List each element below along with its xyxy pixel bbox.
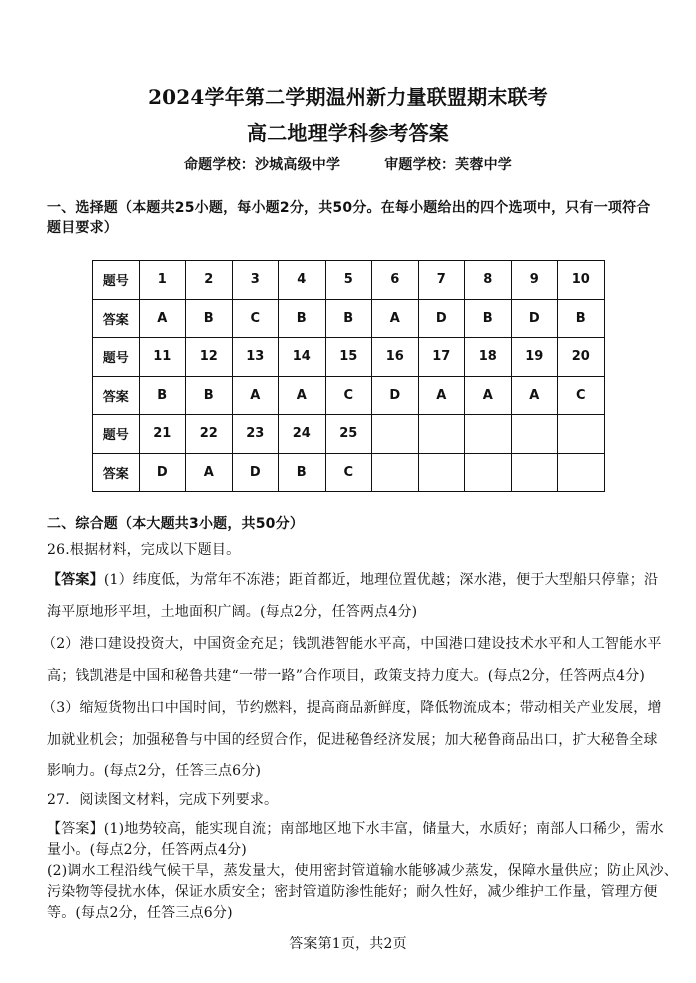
table-cell: B	[279, 453, 326, 492]
page-footer: 答案第1页，共2页	[289, 936, 407, 952]
q26-answer-line-2: 海平原地形平坦，土地面积广阔。(每点2分，任答两点4分)	[47, 604, 418, 620]
table-cell	[511, 453, 558, 492]
document-title: 2024学年第二学期温州新力量联盟期末联考	[148, 85, 548, 109]
table-row	[93, 261, 605, 300]
table-cell: B	[186, 299, 233, 338]
table-cell: B	[186, 376, 233, 415]
q27-answer-line-3: (2)调水工程沿线气候干旱，蒸发量大，使用密封管道输水能够减少蒸发，保障水量供应；防止风沙、	[47, 863, 679, 879]
table-cell: 14	[279, 338, 326, 377]
answer-table	[92, 260, 605, 492]
table-cell	[418, 453, 465, 492]
row-header-cell: 题号	[93, 261, 140, 300]
table-cell	[558, 453, 605, 492]
table-cell: 13	[232, 338, 279, 377]
table-cell: 20	[558, 338, 605, 377]
q27-answer-line-1: 【答案】(1)地势较高，能实现自流；南部地区地下水丰富，储量大，水质好；南部人口稀少，需水	[47, 821, 664, 837]
table-cell: 3	[232, 261, 279, 300]
table-cell: 21	[139, 415, 186, 454]
row-header-cell: 答案	[93, 299, 140, 338]
row-header-cell: 答案	[93, 453, 140, 492]
table-cell: 4	[279, 261, 326, 300]
q26-answer-line-1	[47, 571, 658, 589]
table-cell	[418, 415, 465, 454]
table-row	[93, 376, 605, 415]
schools-line	[0, 156, 696, 174]
table-cell: C	[232, 299, 279, 338]
table-cell: 10	[558, 261, 605, 300]
table-cell: 16	[372, 338, 419, 377]
table-cell: D	[139, 453, 186, 492]
table-row	[93, 453, 605, 492]
table-cell	[372, 453, 419, 492]
table-cell	[372, 415, 419, 454]
table-cell	[465, 453, 512, 492]
row-header-cell: 题号	[93, 415, 140, 454]
author-school: 命题学校：沙城高级中学	[183, 157, 341, 173]
table-cell: 15	[325, 338, 372, 377]
table-cell: 23	[232, 415, 279, 454]
q26-answer-line-7: 影响力。(每点2分，任答三点6分)	[47, 763, 262, 779]
q27-prompt: 27．阅读图文材料，完成下列要求。	[47, 792, 279, 808]
table-cell: D	[232, 453, 279, 492]
table-cell: 22	[186, 415, 233, 454]
table-cell: B	[139, 376, 186, 415]
answer-tag: 【答案】	[47, 572, 104, 588]
table-cell: A	[372, 299, 419, 338]
q27-answer-line-4: 污染物等侵扰水体，保证水质安全；密封管道防渗性能好；耐久性好，减少维护工作量，管理方便	[47, 884, 658, 900]
table-cell: 5	[325, 261, 372, 300]
table-cell: C	[325, 376, 372, 415]
table-cell: B	[325, 299, 372, 338]
table-cell: C	[325, 453, 372, 492]
table-cell: D	[418, 299, 465, 338]
table-cell: 1	[139, 261, 186, 300]
table-cell	[511, 415, 558, 454]
q26-text: (1）纬度低，为常年不冻港；距首都近，地理位置优越；深水港，便于大型船只停靠；沿	[103, 572, 659, 588]
table-cell: B	[465, 299, 512, 338]
q27-answer-line-2: 量小。(每点2分，任答两点4分)	[47, 842, 247, 858]
table-cell: B	[558, 299, 605, 338]
table-cell	[558, 415, 605, 454]
section1-heading: 一、选择题（本题共25小题，每小题2分，共50分。在每小题给出的四个选项中，只有一项符合	[47, 200, 651, 216]
table-cell	[465, 415, 512, 454]
table-cell: 2	[186, 261, 233, 300]
table-cell: A	[186, 453, 233, 492]
table-cell: A	[511, 376, 558, 415]
table-cell: 17	[418, 338, 465, 377]
table-row	[93, 415, 605, 454]
table-cell: C	[558, 376, 605, 415]
table-cell: A	[279, 376, 326, 415]
row-header-cell: 题号	[93, 338, 140, 377]
q27-answer-line-5: 等。(每点2分，任答三点6分)	[47, 905, 233, 921]
table-cell: D	[372, 376, 419, 415]
table-cell: A	[139, 299, 186, 338]
table-cell: 9	[511, 261, 558, 300]
table-cell: A	[465, 376, 512, 415]
table-cell: B	[279, 299, 326, 338]
q26-answer-line-6: 加就业机会；加强秘鲁与中国的经贸合作，促进秘鲁经济发展；加大秘鲁商品出口，扩大秘鲁全球	[47, 732, 658, 748]
table-cell: 6	[372, 261, 419, 300]
q26-answer-line-3: （2）港口建设投资大，中国资金充足；钱凯港智能水平高，中国港口建设技术水平和人工智能水平	[42, 636, 662, 652]
table-cell: A	[232, 376, 279, 415]
table-cell: 12	[186, 338, 233, 377]
table-cell: 11	[139, 338, 186, 377]
q26-answer-line-4: 高；钱凯港是中国和秘鲁共建“一带一路”合作项目，政策支持力度大。(每点2分，任答两点4分)	[47, 668, 646, 684]
q26-prompt: 26.根据材料，完成以下题目。	[47, 542, 241, 558]
section1-heading-cont: 题目要求）	[47, 220, 118, 236]
table-cell: D	[511, 299, 558, 338]
section2-heading: 二、综合题（本大题共3小题，共50分）	[47, 516, 305, 532]
row-header-cell: 答案	[93, 376, 140, 415]
table-cell: A	[418, 376, 465, 415]
document-subtitle: 高二地理学科参考答案	[247, 121, 449, 145]
q26-answer-line-5: （3）缩短货物出口中国时间，节约燃料，提高商品新鲜度，降低物流成本；带动相关产业发展，增	[42, 700, 662, 716]
table-cell: 24	[279, 415, 326, 454]
table-cell: 18	[465, 338, 512, 377]
reviewer-school: 审题学校：芙蓉中学	[384, 157, 512, 173]
table-cell: 19	[511, 338, 558, 377]
table-row	[93, 338, 605, 377]
table-cell: 25	[325, 415, 372, 454]
table-cell: 7	[418, 261, 465, 300]
table-row	[93, 299, 605, 338]
table-cell: 8	[465, 261, 512, 300]
